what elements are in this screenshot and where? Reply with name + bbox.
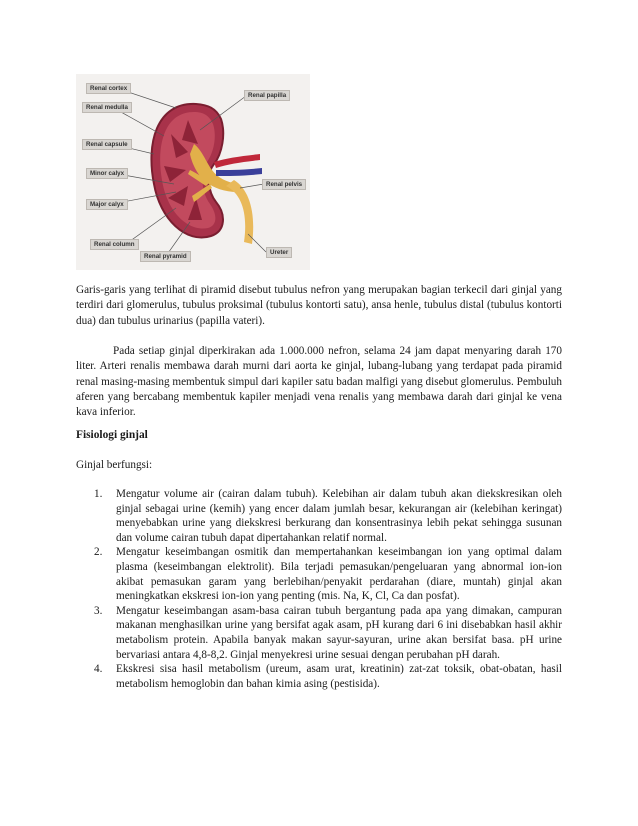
list-item-text: Mengatur keseimbangan asam-basa cairan tubuh bergantung pada apa yang dimakan, campuran makanan menghasilkan urine yang bersifat agak asam, pH kurang dari 6 ini disebabkan hasil akhir metabolism protein. Apabila banyak makan sayur-sayuran, urine akan bersifat basa. pH urine bervariasi antara 4,8-8,2. Ginjal menyekresi urine sesuai dengan perubahan pH darah. [116,604,562,661]
list-item-number: 3. [94,604,103,617]
label-renal-medulla: Renal medulla [82,102,132,113]
label-renal-pyramid: Renal pyramid [140,251,191,262]
label-renal-cortex: Renal cortex [86,83,131,94]
paragraph-nefron-count: Pada setiap ginjal diperkirakan ada 1.000.000 nefron, selama 24 jam dapat menyaring darah 170 liter. Arteri renalis membawa darah murni dari aorta ke ginjal, lubang-lubang yang terdapat pada piramid renal masing-masing membentuk simpul dari kapiler satu badan malfigi yang disebut glomerulus. Pembuluh aferen yang bercabang membentuk kapiler menjadi vena renalis yang membawa darah dari ginjal ke vena kava inferior. [76,345,562,419]
list-item [76,545,562,603]
label-renal-capsule: Renal capsule [82,139,132,150]
label-renal-pelvis: Renal pelvis [262,179,306,190]
label-renal-papilla: Renal papilla [244,90,290,101]
section-heading: Fisiologi ginjal [76,429,148,441]
function-list [76,487,562,691]
list-item-text: Ekskresi sisa hasil metabolism (ureum, asam urat, kreatinin) zat-zat toksik, obat-obatan, hasil metabolism hemoglobin dan bahan kimia asing (pestisida). [116,663,562,690]
list-item-number: 1. [94,488,103,500]
list-item-text: Mengatur keseimbangan osmitik dan mempertahankan keseimbangan ion yang optimal dalam plasma (keseimbangan elektrolit). Bila terjadi pemasukan/pengeluaran yang abnormal ion-ion akibat pemasukan garam yang berlebihan/penyakit perdarahan (diare, muntah) ginjal akan meningkatkan ekskresi ion-ion yang penting (mis. Na, K, Cl, Ca dan posfat). [116,546,562,603]
list-item-number: 2. [94,546,103,559]
list-item [76,604,562,662]
label-minor-calyx: Minor calyx [86,168,128,179]
paragraph-tubulus-nefron: Garis-garis yang terlihat di piramid disebut tubulus nefron yang merupakan bagian terkecil dari ginjal yang terdiri dari glomerulus, tubulus proksimal (tubulus kontorti satu), ansa henle, tubulus distal (tubulus kontorti dua) dan tubulus urinarius (papilla vateri). [76,284,562,327]
label-major-calyx: Major calyx [86,199,128,210]
list-item-number: 4. [94,663,103,676]
list-item [76,662,562,691]
list-item-text: Mengatur volume air (cairan dalam tubuh). Kelebihan air dalam tubuh akan diekskresikan oleh ginjal sebagai urine (kemih) yang encer dalam jumlah besar, kekurangan air (kelebihan keringat) menyebabkan urine yang diekskresi berkurang dan konsentrasinya lebih pekat sehingga susunan dan volume cairan tubuh dapat dipertahankan relatif normal. [116,488,562,544]
label-ureter: Ureter [266,247,292,258]
label-renal-column: Renal column [90,239,139,250]
kidney-diagram [76,74,310,270]
section-intro: Ginjal berfungsi: [76,459,153,471]
list-item [76,487,562,545]
